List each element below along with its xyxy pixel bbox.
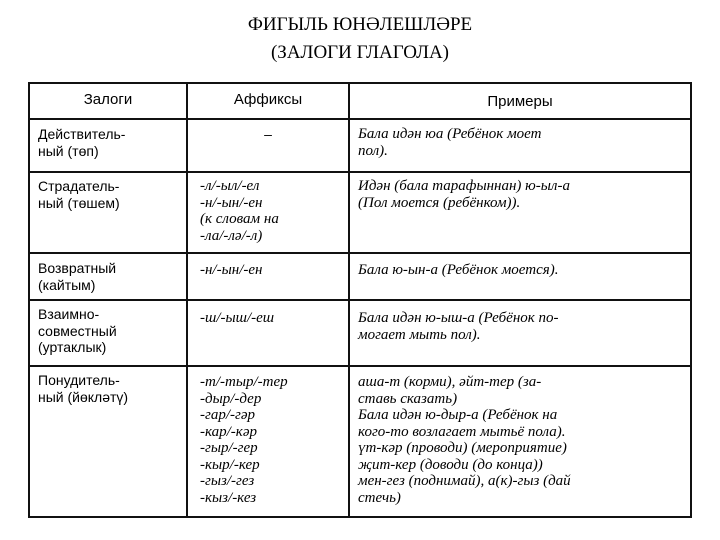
voice-reflexive: Возвратный (кайтым) bbox=[38, 260, 117, 293]
row-divider bbox=[28, 171, 692, 173]
affixes-reciprocal: -ш/-ыш/-еш bbox=[200, 310, 275, 326]
page-title-russian: (ЗАЛОГИ ГЛАГОЛА) bbox=[270, 42, 449, 63]
affixes-passive: -л/-ыл/-ел -н/-ын/-ен (к словам на -ла/-лә/-л) bbox=[200, 178, 279, 244]
table-border-right bbox=[690, 82, 692, 518]
column-divider bbox=[348, 82, 350, 518]
header-affixes: Аффиксы bbox=[233, 91, 303, 108]
verb-voices-table bbox=[28, 82, 692, 518]
voice-passive: Страдатель- ный (төшем) bbox=[38, 178, 120, 211]
row-divider bbox=[28, 252, 692, 254]
table-border-bottom bbox=[28, 516, 692, 518]
row-divider bbox=[28, 365, 692, 367]
header-voice: Залоги bbox=[83, 91, 133, 108]
example-active: Бала идән юа (Ребёнок моет пол). bbox=[358, 126, 542, 159]
voice-active: Действитель- ный (төп) bbox=[38, 126, 126, 159]
example-passive: Идән (бала тарафыннан) ю-ыл-а (Пол моется (ребёнком)). bbox=[358, 178, 570, 211]
page-title-tatar: ФИГЫЛЬ ЮНӘЛЕШЛӘРЕ bbox=[247, 14, 473, 35]
affixes-causative: -т/-тыр/-тер -дыр/-дер -гар/-гәр -кар/-кәр -гыр/-гер -кыр/-кер -гыз/-гез -кыз/-кез bbox=[200, 374, 288, 506]
header-examples: Примеры bbox=[487, 93, 553, 110]
table-border-left bbox=[28, 82, 30, 518]
example-reflexive: Бала ю-ын-а (Ребёнок моется). bbox=[358, 262, 559, 278]
table-border-top bbox=[28, 82, 692, 84]
voice-reciprocal: Взаимно- совместный (уртаклык) bbox=[38, 306, 117, 355]
voice-causative: Понудитель- ный (йөкләтү) bbox=[38, 372, 129, 405]
row-divider bbox=[28, 299, 692, 301]
affixes-active: – bbox=[264, 126, 272, 142]
header-divider bbox=[28, 118, 692, 120]
affixes-reflexive: -н/-ын/-ен bbox=[200, 262, 263, 278]
example-reciprocal: Бала идән ю-ыш-а (Ребёнок по- могает мыть пол). bbox=[358, 310, 559, 343]
column-divider bbox=[186, 82, 188, 518]
example-causative: аша-т (корми), әйт-тер (за- ставь сказать) Бала идән ю-дыр-а (Ребёнок на кого-то возлагает мытьё пола). үт-кәр (проводи) (мероприятие) җит-кер (доводи (до конца)) мен-гез (поднимай), а(к)-гыз (дай стечь) bbox=[358, 374, 571, 506]
